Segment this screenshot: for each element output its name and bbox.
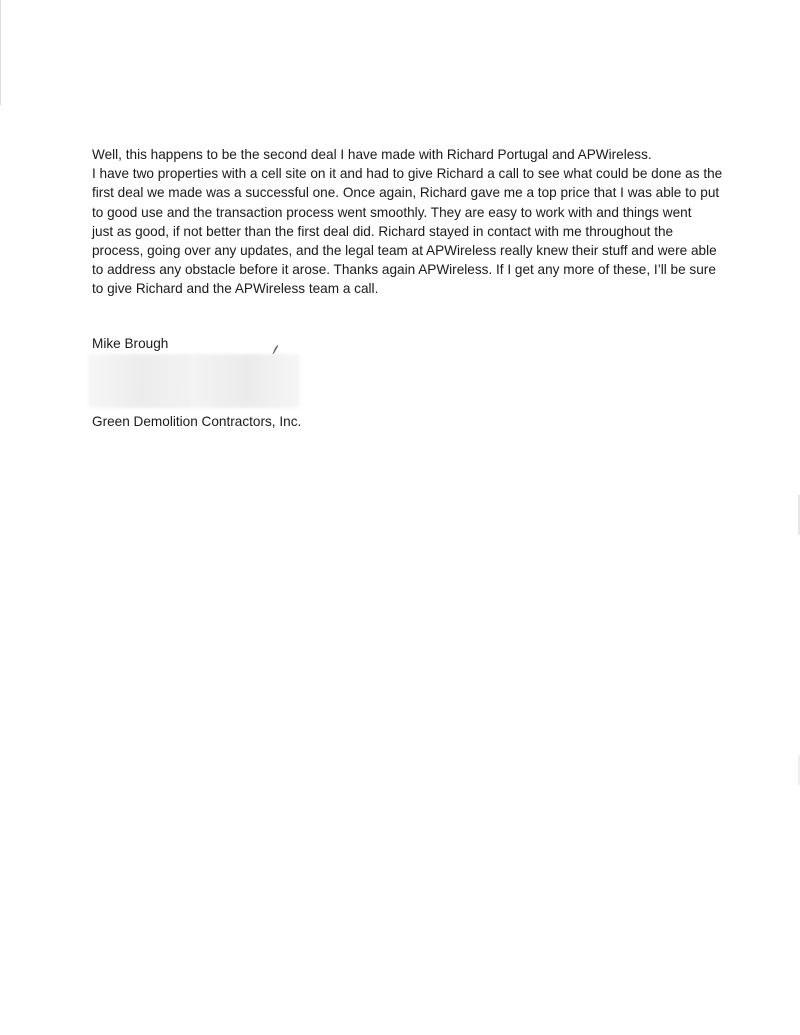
letter-line: first deal we made was a successful one. Once again, Richard gave me a top price that I was able to put	[92, 185, 720, 201]
letter-line: to address any obstacle before it arose. Thanks again APWireless. If I get any more of these, I’ll be sure	[92, 262, 716, 278]
letter-line: Well, this happens to be the second deal I have made with Richard Portugal and APWireless.	[92, 147, 652, 162]
scan-edge-left	[0, 0, 1, 105]
company-name: Green Demolition Contractors, Inc.	[92, 414, 302, 429]
letter-line: to good use and the transaction process went smoothly. They are easy to work with and things went	[92, 204, 692, 220]
letter-body	[92, 145, 732, 299]
letter-line: to give Richard and the APWireless team a call.	[92, 281, 379, 297]
letter-line: process, going over any updates, and the legal team at APWireless really knew their stuff and were able	[92, 243, 717, 259]
signer-name: Mike Brough	[92, 336, 169, 351]
redacted-signature	[88, 354, 300, 408]
letter-line: just as good, if not better than the first deal did. Richard stayed in contact with me throughout the	[92, 223, 674, 239]
letter-line: I have two properties with a cell site on it and had to give Richard a call to see what could be done as the	[92, 166, 723, 182]
